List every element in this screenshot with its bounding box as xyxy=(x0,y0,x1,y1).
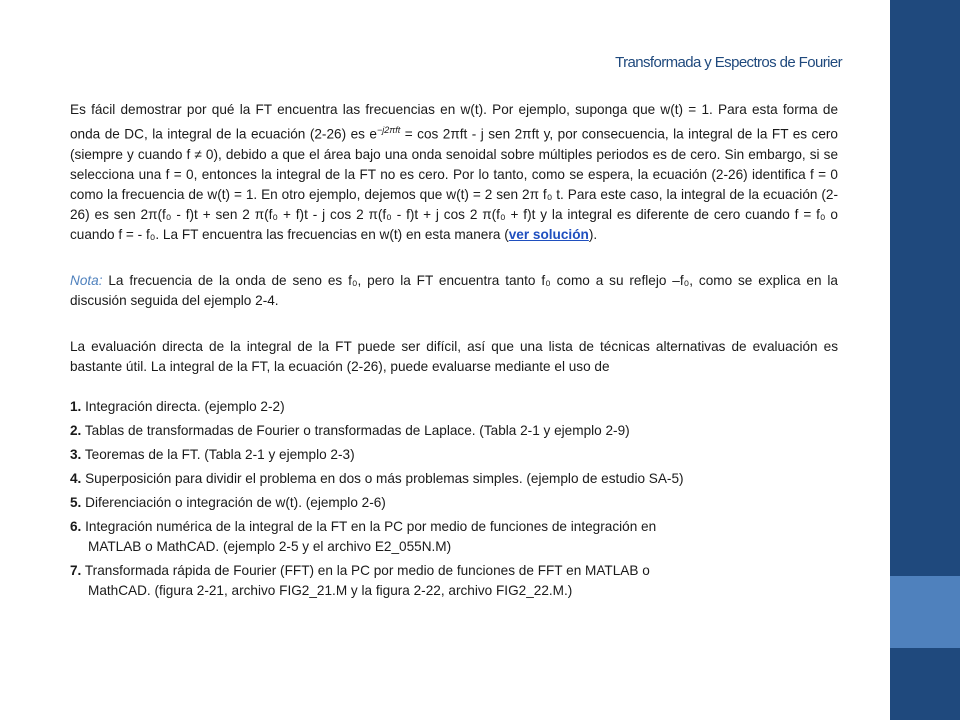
list-text: Diferenciación o integración de w(t). (ejemplo 2-6) xyxy=(81,494,386,510)
note-label: Nota: xyxy=(70,272,103,288)
list-item xyxy=(70,469,838,489)
technique-list xyxy=(70,397,838,601)
list-number: 1. xyxy=(70,398,82,414)
evaluation-paragraph xyxy=(70,337,838,377)
sidebar-accent-block xyxy=(890,576,960,648)
list-text: Integración directa. (ejemplo 2-2) xyxy=(81,398,285,414)
list-number: 2. xyxy=(70,422,82,438)
list-text: Superposición para dividir el problema en dos o más problemas simples. (ejemplo de estudio SA-5) xyxy=(81,470,684,486)
list-text: Tablas de transformadas de Fourier o transformadas de Laplace. (Tabla 2-1 y ejemplo 2-9) xyxy=(81,422,630,438)
paragraph1-text-a: Es fácil demostrar por qué la FT encuentra las frecuencias en w(t). Por ejemplo, suponga que w(t) = 1. Para esta forma de onda de DC, la integral de la ecuación (2-26) es e xyxy=(70,102,838,142)
list-item xyxy=(70,397,838,417)
list-number: 4. xyxy=(70,470,82,486)
list-number: 6. xyxy=(70,518,82,534)
list-number: 3. xyxy=(70,446,82,462)
paragraph-ft-frequencies xyxy=(70,100,838,245)
list-item xyxy=(70,445,838,465)
list-number: 7. xyxy=(70,562,82,578)
list-continuation: MATLAB o MathCAD. (ejemplo 2-5 y el archivo E2_055N.M) xyxy=(88,538,452,554)
list-item xyxy=(70,561,838,601)
list-item xyxy=(70,517,838,557)
list-text: Transformada rápida de Fourier (FFT) en la PC por medio de funciones de FFT en MATLAB o xyxy=(81,562,650,578)
paragraph1-text-b: = cos 2πft - j sen 2πft y, por consecuencia, la integral de la FT es cero (siempre y cuando f ≠ 0), debido a que el área bajo una onda senoidal sobre múltiples periodos es de cero. Sin embargo, si se selecciona una f = 0, entonces la integral de la FT no es cero. Por lo tanto, como se espera, la ecuación (2-26) identifica f = 0 como la frecuencia de w(t) = 1. En otro ejemplo, dejemos que w(t) = 2 sen 2π f₀ t. Para este caso, la integral de la ecuación (2-26) es sen 2π(f₀ - f)t + sen 2 π(f₀ + f)t - j cos 2 π(f₀ - f)t + j cos 2 π(f₀ + f)t y la integral es diferente de cero cuando f = f₀ o cuando f = - f₀. La FT encuentra las frecuencias en w(t) en esta manera ( xyxy=(70,126,838,242)
list-continuation: MathCAD. (figura 2-21, archivo FIG2_21.M y la figura 2-22, archivo FIG2_22.M.) xyxy=(88,582,573,598)
evaluation-text: La evaluación directa de la integral de la FT puede ser difícil, así que una lista de técnicas alternativas de evaluación es bastante útil. La integral de la FT, la ecuación (2-26), puede evaluarse mediante el uso de xyxy=(70,338,838,374)
slide-content xyxy=(70,100,838,605)
slide-title: Transformada y Espectros de Fourier xyxy=(615,54,842,71)
exponent: −j2πft xyxy=(376,125,401,135)
paragraph1-text-c: ). xyxy=(588,226,598,242)
list-item xyxy=(70,421,838,441)
note-paragraph xyxy=(70,271,838,311)
note-text: La frecuencia de la onda de seno es f₀, pero la FT encuentra tanto f₀ como a su reflejo –f₀, como se explica en la discusión seguida del ejemplo 2-4. xyxy=(70,272,838,308)
list-number: 5. xyxy=(70,494,82,510)
list-text: Integración numérica de la integral de la FT en la PC por medio de funciones de integración en xyxy=(81,518,657,534)
list-text: Teoremas de la FT. (Tabla 2-1 y ejemplo 2-3) xyxy=(81,446,355,462)
ver-solucion-link[interactable]: ver solución xyxy=(508,226,589,242)
list-item xyxy=(70,493,838,513)
